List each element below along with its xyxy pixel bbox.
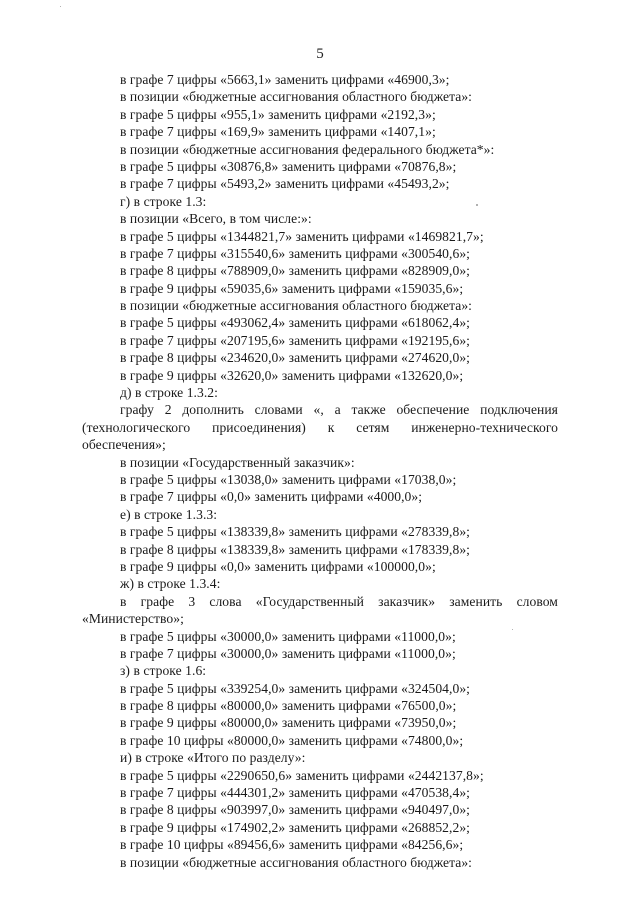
word: в — [120, 593, 127, 609]
text-line: в графе 9 цифры «32620,0» заменить цифрами «132620,0»; — [120, 367, 464, 383]
text-line: в графе 5 цифры «30876,8» заменить цифрами «70876,8»; — [120, 158, 457, 174]
word: а — [334, 402, 341, 418]
text-line: в графе 9 цифры «80000,0» заменить цифрами «73950,0»; — [120, 715, 457, 731]
text-line: ж) в строке 1.3.4: — [120, 576, 221, 592]
text-line: в графе 5 цифры «1344821,7» заменить цифрами «1469821,7»; — [120, 228, 484, 244]
justified-paragraph — [0, 401, 640, 453]
text-line: в графе 7 цифры «315540,6» заменить цифрами «300540,6»; — [120, 245, 471, 261]
text-line: в графе 5 цифры «30000,0» заменить цифрами «11000,0»; — [120, 628, 456, 644]
text-line: в графе 5 цифры «493062,4» заменить цифрами «618062,4»; — [120, 315, 471, 331]
text-line: в позиции «бюджетные ассигнования областного бюджета»: — [120, 89, 473, 105]
paragraph-line — [82, 401, 558, 418]
text-line: в графе 7 цифры «30000,0» заменить цифрами «11000,0»; — [120, 645, 456, 661]
word: «Государственный — [255, 593, 364, 609]
text-line: в графе 10 цифры «89456,6» заменить цифрами «84256,6»; — [120, 837, 464, 853]
scan-speck — [512, 629, 513, 630]
word: слова — [209, 593, 242, 609]
paragraph-line: «Министерство»; — [82, 611, 184, 627]
text-line: в графе 8 цифры «80000,0» заменить цифрами «76500,0»; — [120, 698, 457, 714]
word: обеспечение — [396, 402, 470, 418]
word: «, — [313, 402, 324, 418]
word: 2 — [164, 402, 172, 418]
word: инженерно-технического — [411, 419, 558, 435]
text-line: в графе 7 цифры «5493,2» заменить цифрами «45493,2»; — [120, 176, 450, 192]
word: словом — [516, 593, 558, 609]
text-line: в графе 8 цифры «903997,0» заменить цифрами «940497,0»; — [120, 802, 471, 818]
text-line: в графе 7 цифры «0,0» заменить цифрами «4000,0»; — [120, 489, 423, 505]
text-line: в графе 5 цифры «138339,8» заменить цифрами «278339,8»; — [120, 524, 471, 540]
word: заменить — [449, 593, 503, 609]
word: 3 — [188, 593, 196, 609]
text-line: в позиции «бюджетные ассигнования областного бюджета»: — [120, 854, 473, 870]
text-line: в позиции «Всего, в том числе:»: — [120, 211, 312, 227]
text-line: в графе 7 цифры «5663,1» заменить цифрами «46900,3»; — [120, 72, 450, 87]
word: графу — [120, 402, 154, 418]
word: заказчик» — [378, 593, 436, 609]
word: (технологического — [82, 419, 191, 435]
word: графе — [140, 593, 175, 609]
justified-paragraph — [0, 593, 640, 628]
word: к — [327, 419, 335, 435]
text-line: в графе 8 цифры «234620,0» заменить цифрами «274620,0»; — [120, 350, 471, 366]
text-line: в графе 5 цифры «13038,0» заменить цифрами «17038,0»; — [120, 471, 457, 487]
text-line: в графе 9 цифры «0,0» заменить цифрами «100000,0»; — [120, 558, 436, 574]
word: также — [351, 402, 386, 418]
text-line: в графе 5 цифры «2290650,6» заменить цифрами «2442137,8»; — [120, 767, 484, 783]
text-line: в графе 9 цифры «59035,6» заменить цифрами «159035,6»; — [120, 280, 464, 296]
word: словами — [254, 402, 303, 418]
text-line: в позиции «бюджетные ассигнования областного бюджета»: — [120, 298, 473, 314]
text-line: в графе 7 цифры «207195,6» заменить цифрами «192195,6»; — [120, 332, 471, 348]
word: дополнить — [182, 402, 244, 418]
text-line: в графе 5 цифры «339254,0» заменить цифрами «324504,0»; — [120, 680, 471, 696]
text-line: и) в строке «Итого по разделу»: — [120, 750, 306, 766]
page-number: 5 — [316, 46, 324, 62]
text-line: в позиции «Государственный заказчик»: — [120, 454, 355, 470]
text-line: в графе 7 цифры «169,9» заменить цифрами «1407,1»; — [120, 124, 436, 140]
word: подключения — [480, 402, 558, 418]
word: присоединения) — [212, 419, 306, 435]
text-line: в графе 10 цифры «80000,0» заменить цифрами «74800,0»; — [120, 732, 464, 748]
text-line: в графе 7 цифры «444301,2» заменить цифрами «470538,4»; — [120, 785, 471, 801]
paragraph-line — [82, 593, 558, 610]
word: сетям — [356, 419, 390, 435]
text-line: в графе 8 цифры «788909,0» заменить цифрами «828909,0»; — [120, 263, 471, 279]
text-line: в графе 8 цифры «138339,8» заменить цифрами «178339,8»; — [120, 541, 471, 557]
text-line: д) в строке 1.3.2: — [120, 385, 218, 401]
scan-speck — [60, 6, 61, 7]
text-line: г) в строке 1.3: — [120, 193, 207, 209]
paragraph-line: обеспечения»; — [82, 437, 166, 453]
paragraph-line — [82, 419, 558, 436]
text-line: в графе 9 цифры «174902,2» заменить цифрами «268852,2»; — [120, 819, 471, 835]
text-line: в графе 5 цифры «955,1» заменить цифрами «2192,3»; — [120, 106, 436, 122]
scan-speck — [476, 204, 478, 206]
text-line: в позиции «бюджетные ассигнования федерального бюджета*»: — [120, 141, 495, 157]
text-line: е) в строке 1.3.3: — [120, 506, 218, 522]
document-body — [0, 71, 640, 871]
text-line: з) в строке 1.6: — [120, 663, 207, 679]
